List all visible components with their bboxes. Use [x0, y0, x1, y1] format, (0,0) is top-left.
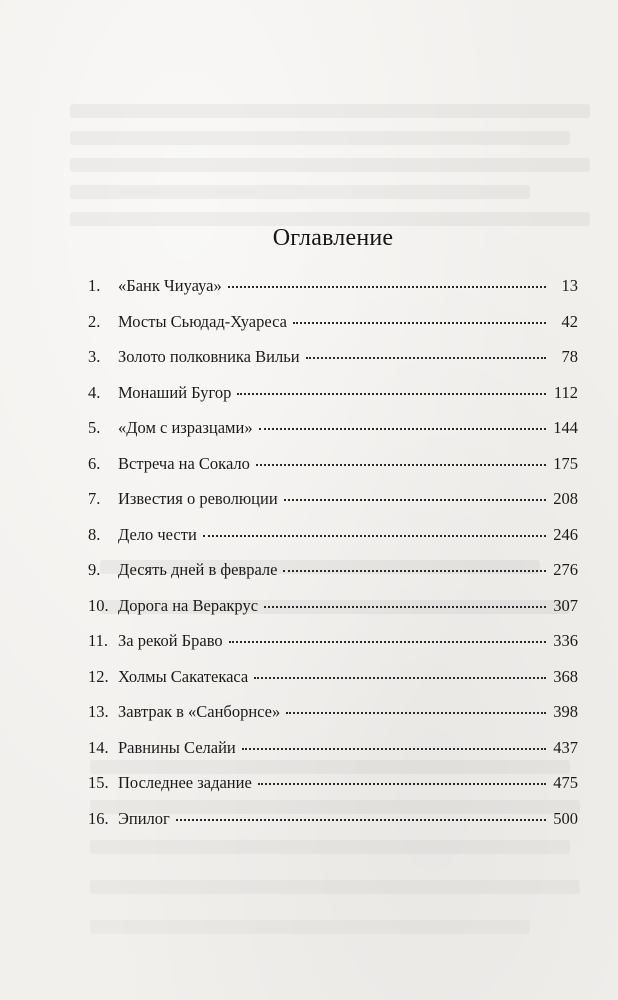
toc-entry-number: 3. [88, 347, 101, 366]
toc-dot-leader [228, 286, 546, 288]
toc-entry [88, 773, 578, 809]
show-through-text [90, 920, 530, 934]
toc-entry-title: Мосты Сьюдад-Хуареса [118, 311, 287, 331]
toc-entry-title: Монаший Бугор [118, 382, 232, 402]
toc-entry-page-number: 437 [553, 737, 578, 757]
toc-dot-leader [259, 428, 546, 430]
toc-entry-title: Дело чести [118, 524, 197, 544]
toc-entry-page-number: 13 [561, 276, 578, 295]
toc-entry-title: «Банк Чиуауа» [118, 276, 222, 295]
toc-entry-page-number: 175 [553, 453, 578, 473]
toc-dot-leader [284, 499, 546, 501]
show-through-text [70, 212, 590, 226]
toc-entry [88, 418, 578, 454]
show-through-text [70, 158, 590, 172]
toc-entry-title: Золото полковника Вильи [118, 347, 300, 366]
toc-entry-title: Последнее задание [118, 773, 252, 792]
toc-entry-title: Встреча на Сокало [118, 453, 250, 473]
toc-entry [88, 276, 578, 312]
toc-entry-title: Холмы Сакатекаса [118, 666, 249, 686]
toc-entry-number: 9. [88, 560, 101, 579]
toc-entry-page-number: 208 [553, 489, 578, 508]
toc-entry-number: 15. [88, 773, 109, 792]
toc-dot-leader [237, 393, 546, 395]
toc-entry [88, 596, 578, 632]
toc-dot-leader [264, 606, 546, 608]
toc-entry-number: 12. [88, 666, 109, 686]
toc-entry [88, 383, 578, 419]
toc-entry-page-number: 336 [553, 631, 578, 650]
toc-entry [88, 489, 578, 525]
toc-entry-page-number: 398 [553, 702, 578, 721]
toc-entry [88, 347, 578, 383]
toc-entry-page-number: 276 [553, 560, 578, 579]
toc-list [88, 276, 578, 844]
toc-dot-leader [258, 783, 546, 785]
toc-dot-leader [286, 712, 546, 714]
toc-entry-page-number: 112 [553, 382, 578, 402]
toc-dot-leader [229, 641, 546, 643]
toc-dot-leader [203, 535, 546, 537]
toc-entry-page-number: 368 [553, 666, 578, 686]
toc-entry-number: 1. [88, 276, 101, 295]
toc-dot-leader [242, 748, 546, 750]
table-of-contents [88, 225, 578, 844]
toc-entry-number: 2. [88, 311, 101, 331]
toc-entry-page-number: 42 [561, 311, 578, 331]
toc-title: Оглавление [272, 225, 394, 251]
toc-dot-leader [293, 322, 546, 324]
toc-dot-leader [254, 677, 546, 679]
toc-entry [88, 525, 578, 561]
show-through-text [70, 185, 530, 199]
toc-entry-number: 5. [88, 418, 101, 437]
show-through-text [70, 131, 570, 145]
toc-entry-page-number: 246 [553, 524, 578, 544]
toc-entry-title: «Дом с изразцами» [118, 418, 253, 437]
toc-entry-page-number: 307 [553, 595, 578, 615]
toc-entry-number: 8. [88, 524, 101, 544]
toc-entry-number: 13. [88, 702, 109, 721]
toc-entry [88, 702, 578, 738]
toc-dot-leader [306, 357, 546, 359]
toc-entry [88, 809, 578, 845]
toc-entry-title: Завтрак в «Санборнсе» [118, 702, 281, 721]
toc-entry-title: Десять дней в феврале [118, 560, 278, 579]
toc-entry [88, 560, 578, 596]
toc-entry-number: 14. [88, 737, 109, 757]
toc-dot-leader [176, 819, 546, 821]
toc-entry-page-number: 500 [553, 808, 578, 828]
toc-entry-title: Дорога на Веракрус [118, 595, 259, 615]
toc-entry [88, 667, 578, 703]
toc-entry-title: За рекой Браво [118, 631, 223, 650]
toc-entry [88, 631, 578, 667]
toc-entry [88, 312, 578, 348]
toc-entry [88, 738, 578, 774]
toc-entry-number: 7. [88, 489, 101, 508]
toc-entry-title: Известия о революции [118, 489, 278, 508]
toc-entry-title: Эпилог [118, 808, 170, 828]
toc-entry-number: 4. [88, 382, 101, 402]
show-through-text [90, 880, 580, 894]
toc-entry-page-number: 78 [561, 347, 578, 366]
toc-dot-leader [256, 464, 546, 466]
toc-entry [88, 454, 578, 490]
toc-entry-number: 10. [88, 595, 109, 615]
toc-entry-number: 11. [88, 631, 109, 650]
toc-entry-page-number: 475 [553, 773, 578, 792]
toc-dot-leader [283, 570, 546, 572]
toc-entry-page-number: 144 [553, 418, 578, 437]
toc-entry-number: 6. [88, 453, 101, 473]
toc-entry-title: Равнины Селайи [118, 737, 236, 757]
toc-entry-number: 16. [88, 808, 109, 828]
show-through-text [70, 104, 590, 118]
